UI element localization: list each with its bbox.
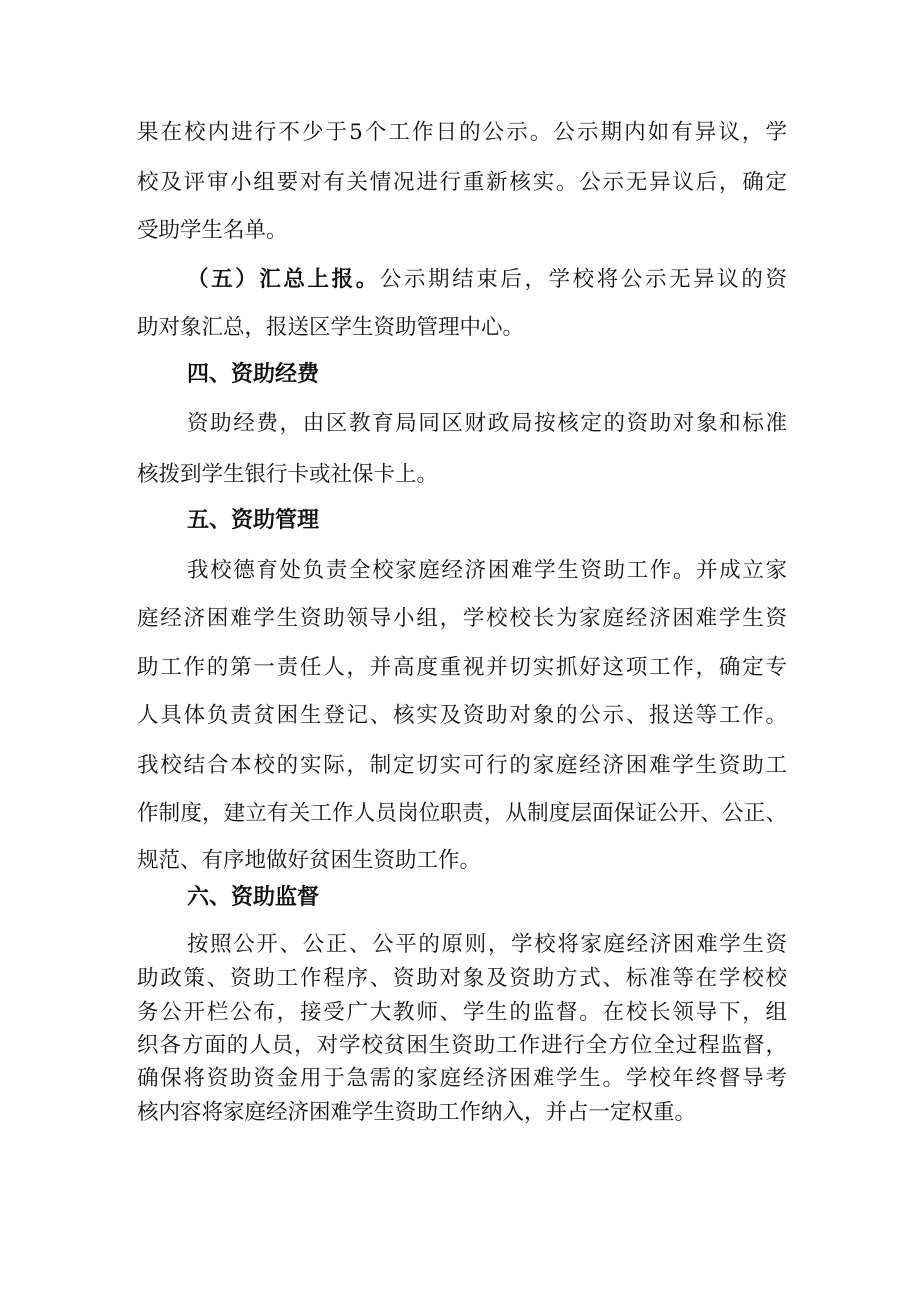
paragraph-line: 我校德育处负责全校家庭经济困难学生资助工作。并成立家	[187, 558, 787, 583]
paragraph-line: 规范、有序地做好贫困生资助工作。	[137, 848, 482, 873]
paragraph-line: 果在校内进行不少于5个工作日的公示。公示期内如有异议，学	[137, 120, 787, 145]
paragraph-line: 助政策、资助工作程序、资助对象及资助方式、标准等在学校校	[137, 966, 787, 991]
paragraph-line: 核内容将家庭经济困难学生资助工作纳入，并占一定权重。	[137, 1100, 697, 1125]
paragraph-line: 务公开栏公布，接受广大教师、学生的监督。在校长领导下，组	[137, 1000, 787, 1025]
paragraph-line: 核拨到学生银行卡或社保卡上。	[137, 462, 439, 487]
section-heading-funding: 四、资助经费	[187, 362, 320, 387]
paragraph-line: 按照公开、公正、公平的原则，学校将家庭经济困难学生资	[187, 932, 787, 957]
paragraph-line: 受助学生名单。	[137, 218, 288, 243]
paragraph-line: 资助经费，由区教育局同区财政局按核定的资助对象和标准	[187, 411, 787, 436]
summary-report-lead: （五）汇总上报。	[187, 267, 380, 292]
summary-report-text: 公示期结束后，学校将公示无异议的资	[379, 267, 787, 292]
paragraph-line: 校及评审小组要对有关情况进行重新核实。公示无异议后，确定	[137, 170, 787, 195]
paragraph-line: 作制度，建立有关工作人员岗位职责，从制度层面保证公开、公正、	[137, 801, 787, 826]
paragraph-line: 人具体负责贫困生登记、核实及资助对象的公示、报送等工作。	[137, 703, 787, 728]
section-heading-management: 五、资助管理	[187, 508, 320, 533]
summary-report-line	[187, 265, 787, 295]
paragraph-line: 助对象汇总，报送区学生资助管理中心。	[137, 315, 525, 340]
paragraph-line: 织各方面的人员，对学校贫困生资助工作进行全方位全过程监督，	[137, 1033, 787, 1058]
paragraph-line: 庭经济困难学生资助领导小组，学校校长为家庭经济困难学生资	[137, 606, 787, 631]
paragraph-line: 助工作的第一责任人，并高度重视并切实抓好这项工作，确定专	[137, 655, 787, 680]
section-heading-supervision: 六、资助监督	[187, 885, 320, 910]
paragraph-line: 确保将资助资金用于急需的家庭经济困难学生。学校年终督导考	[137, 1066, 787, 1091]
paragraph-line: 我校结合本校的实际，制定切实可行的家庭经济困难学生资助工	[137, 753, 787, 778]
